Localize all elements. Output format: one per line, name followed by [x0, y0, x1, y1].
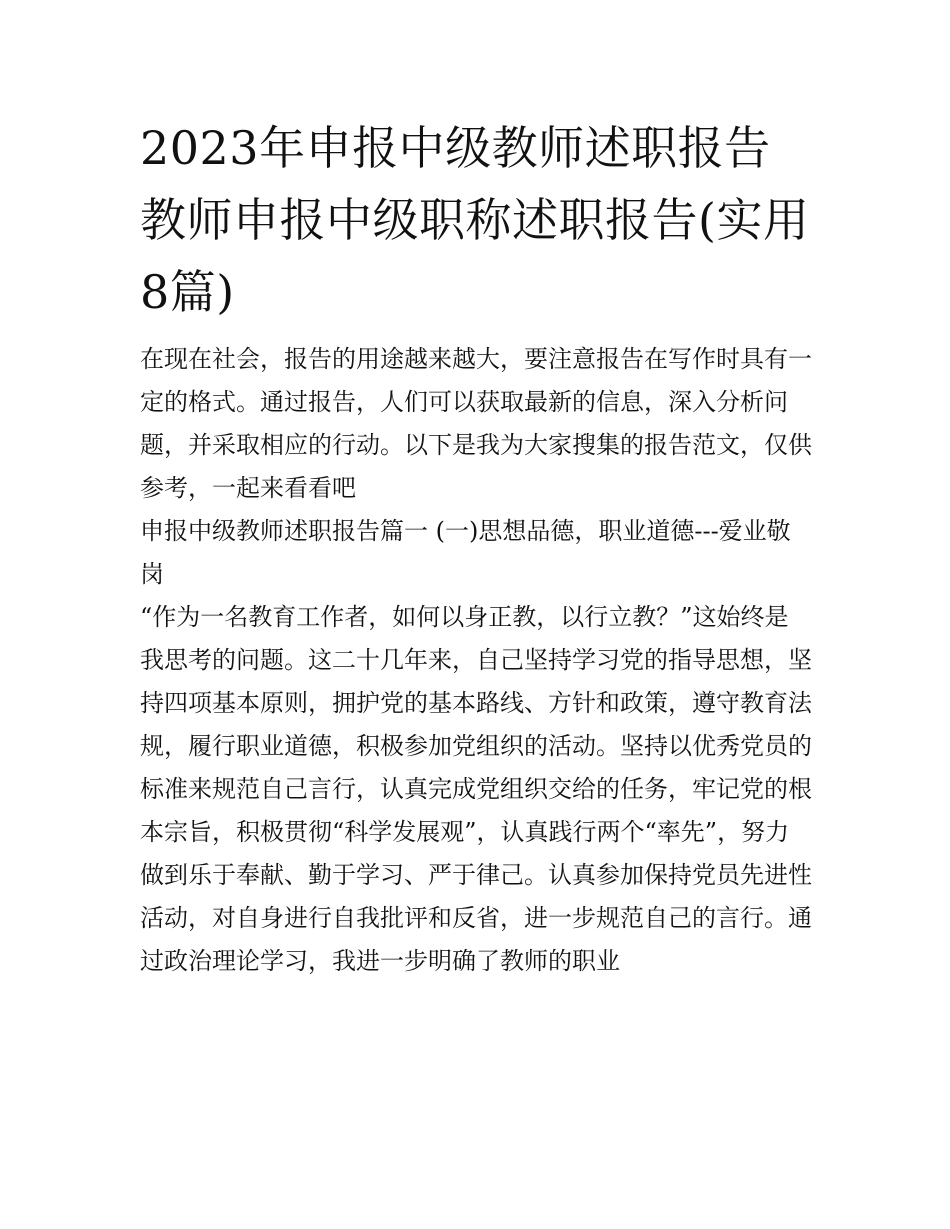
section-heading: 申报中级教师述职报告篇一 (一)思想品德，职业道德---爱业敬岗: [140, 517, 791, 588]
document-title: 2023年申报中级教师述职报告 教师申报中级职称述职报告(实用8篇): [140, 121, 810, 319]
document-content: [140, 112, 812, 983]
body-paragraph: “作为一名教育工作者，如何以身正教，以行立教？”这始终是我思考的问题。这二十几年来，自己坚持学习党的指导思想，坚持四项基本原则，拥护党的基本路线、方针和政策，遵守教育法规，履行职业道德，积极参加党组织的活动。坚持以优秀党员的标准来规范自己言行，认真完成党组织交给的任务，牢记党的根本宗旨，积极贯彻“科学发展观”，认真践行两个“率先”，努力做到乐于奉献、勤于学习、严于律己。认真参加保持党员先进性活动，对自身进行自我批评和反省，进一步规范自己的言行。通过政治理论学习，我进一步明确了教师的职业: [140, 603, 812, 975]
intro-paragraph: 在现在社会，报告的用途越来越大，要注意报告在写作时具有一定的格式。通过报告，人们可以获取最新的信息，深入分析问题，并采取相应的行动。以下是我为大家搜集的报告范文，仅供参考，一起来看看吧: [140, 345, 812, 502]
